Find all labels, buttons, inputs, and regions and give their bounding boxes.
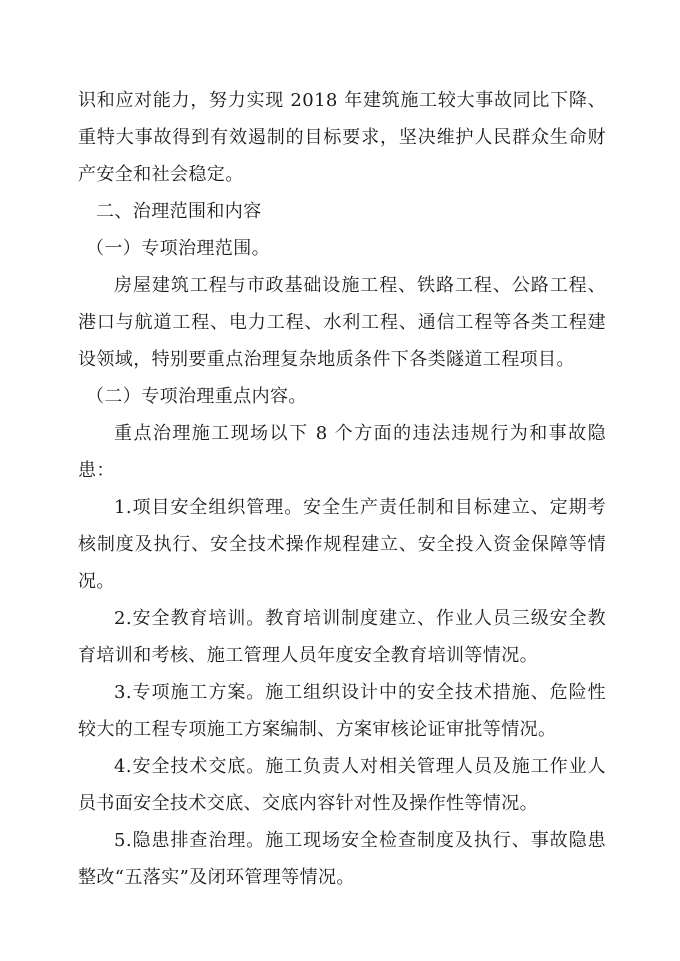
subsection-heading-scope: （一）专项治理范围。 [86,238,270,259]
list-item: 3.专项施工方案。施工组织设计中的安全技术措施、危险性较大的工程专项施工方案编制、方案审核论证审批等情况。 [78,682,606,740]
list-item: 4.安全技术交底。施工负责人对相关管理人员及施工作业人员书面安全技术交底、交底内容针对性及操作性等情况。 [78,756,606,814]
intro-paragraph: 识和应对能力，努力实现 2018 年建筑施工较大事故同比下降、重特大事故得到有效遏制的目标要求，坚决维护人民群众生命财产安全和社会稳定。 [78,90,606,185]
scope-paragraph: 房屋建筑工程与市政基础设施工程、铁路工程、公路工程、港口与航道工程、电力工程、水利工程、通信工程等各类工程建设领域，特别要重点治理复杂地质条件下各类隧道工程项目。 [78,275,606,370]
subsection-heading-key-content: （二）专项治理重点内容。 [86,386,307,407]
list-item: 5.隐患排查治理。施工现场安全检查制度及执行、事故隐患整改“五落实”及闭环管理等情况。 [78,830,606,888]
list-item: 1.项目安全组织管理。安全生产责任制和目标建立、定期考核制度及执行、安全技术操作规程建立、安全投入资金保障等情况。 [78,497,606,592]
section-heading-scope: 二、治理范围和内容 [96,201,262,222]
document-body [78,82,606,896]
list-item: 2.安全教育培训。教育培训制度建立、作业人员三级安全教育培训和考核、施工管理人员年度安全教育培训等情况。 [78,608,606,666]
key-content-intro: 重点治理施工现场以下 8 个方面的违法违规行为和事故隐患： [78,423,606,481]
